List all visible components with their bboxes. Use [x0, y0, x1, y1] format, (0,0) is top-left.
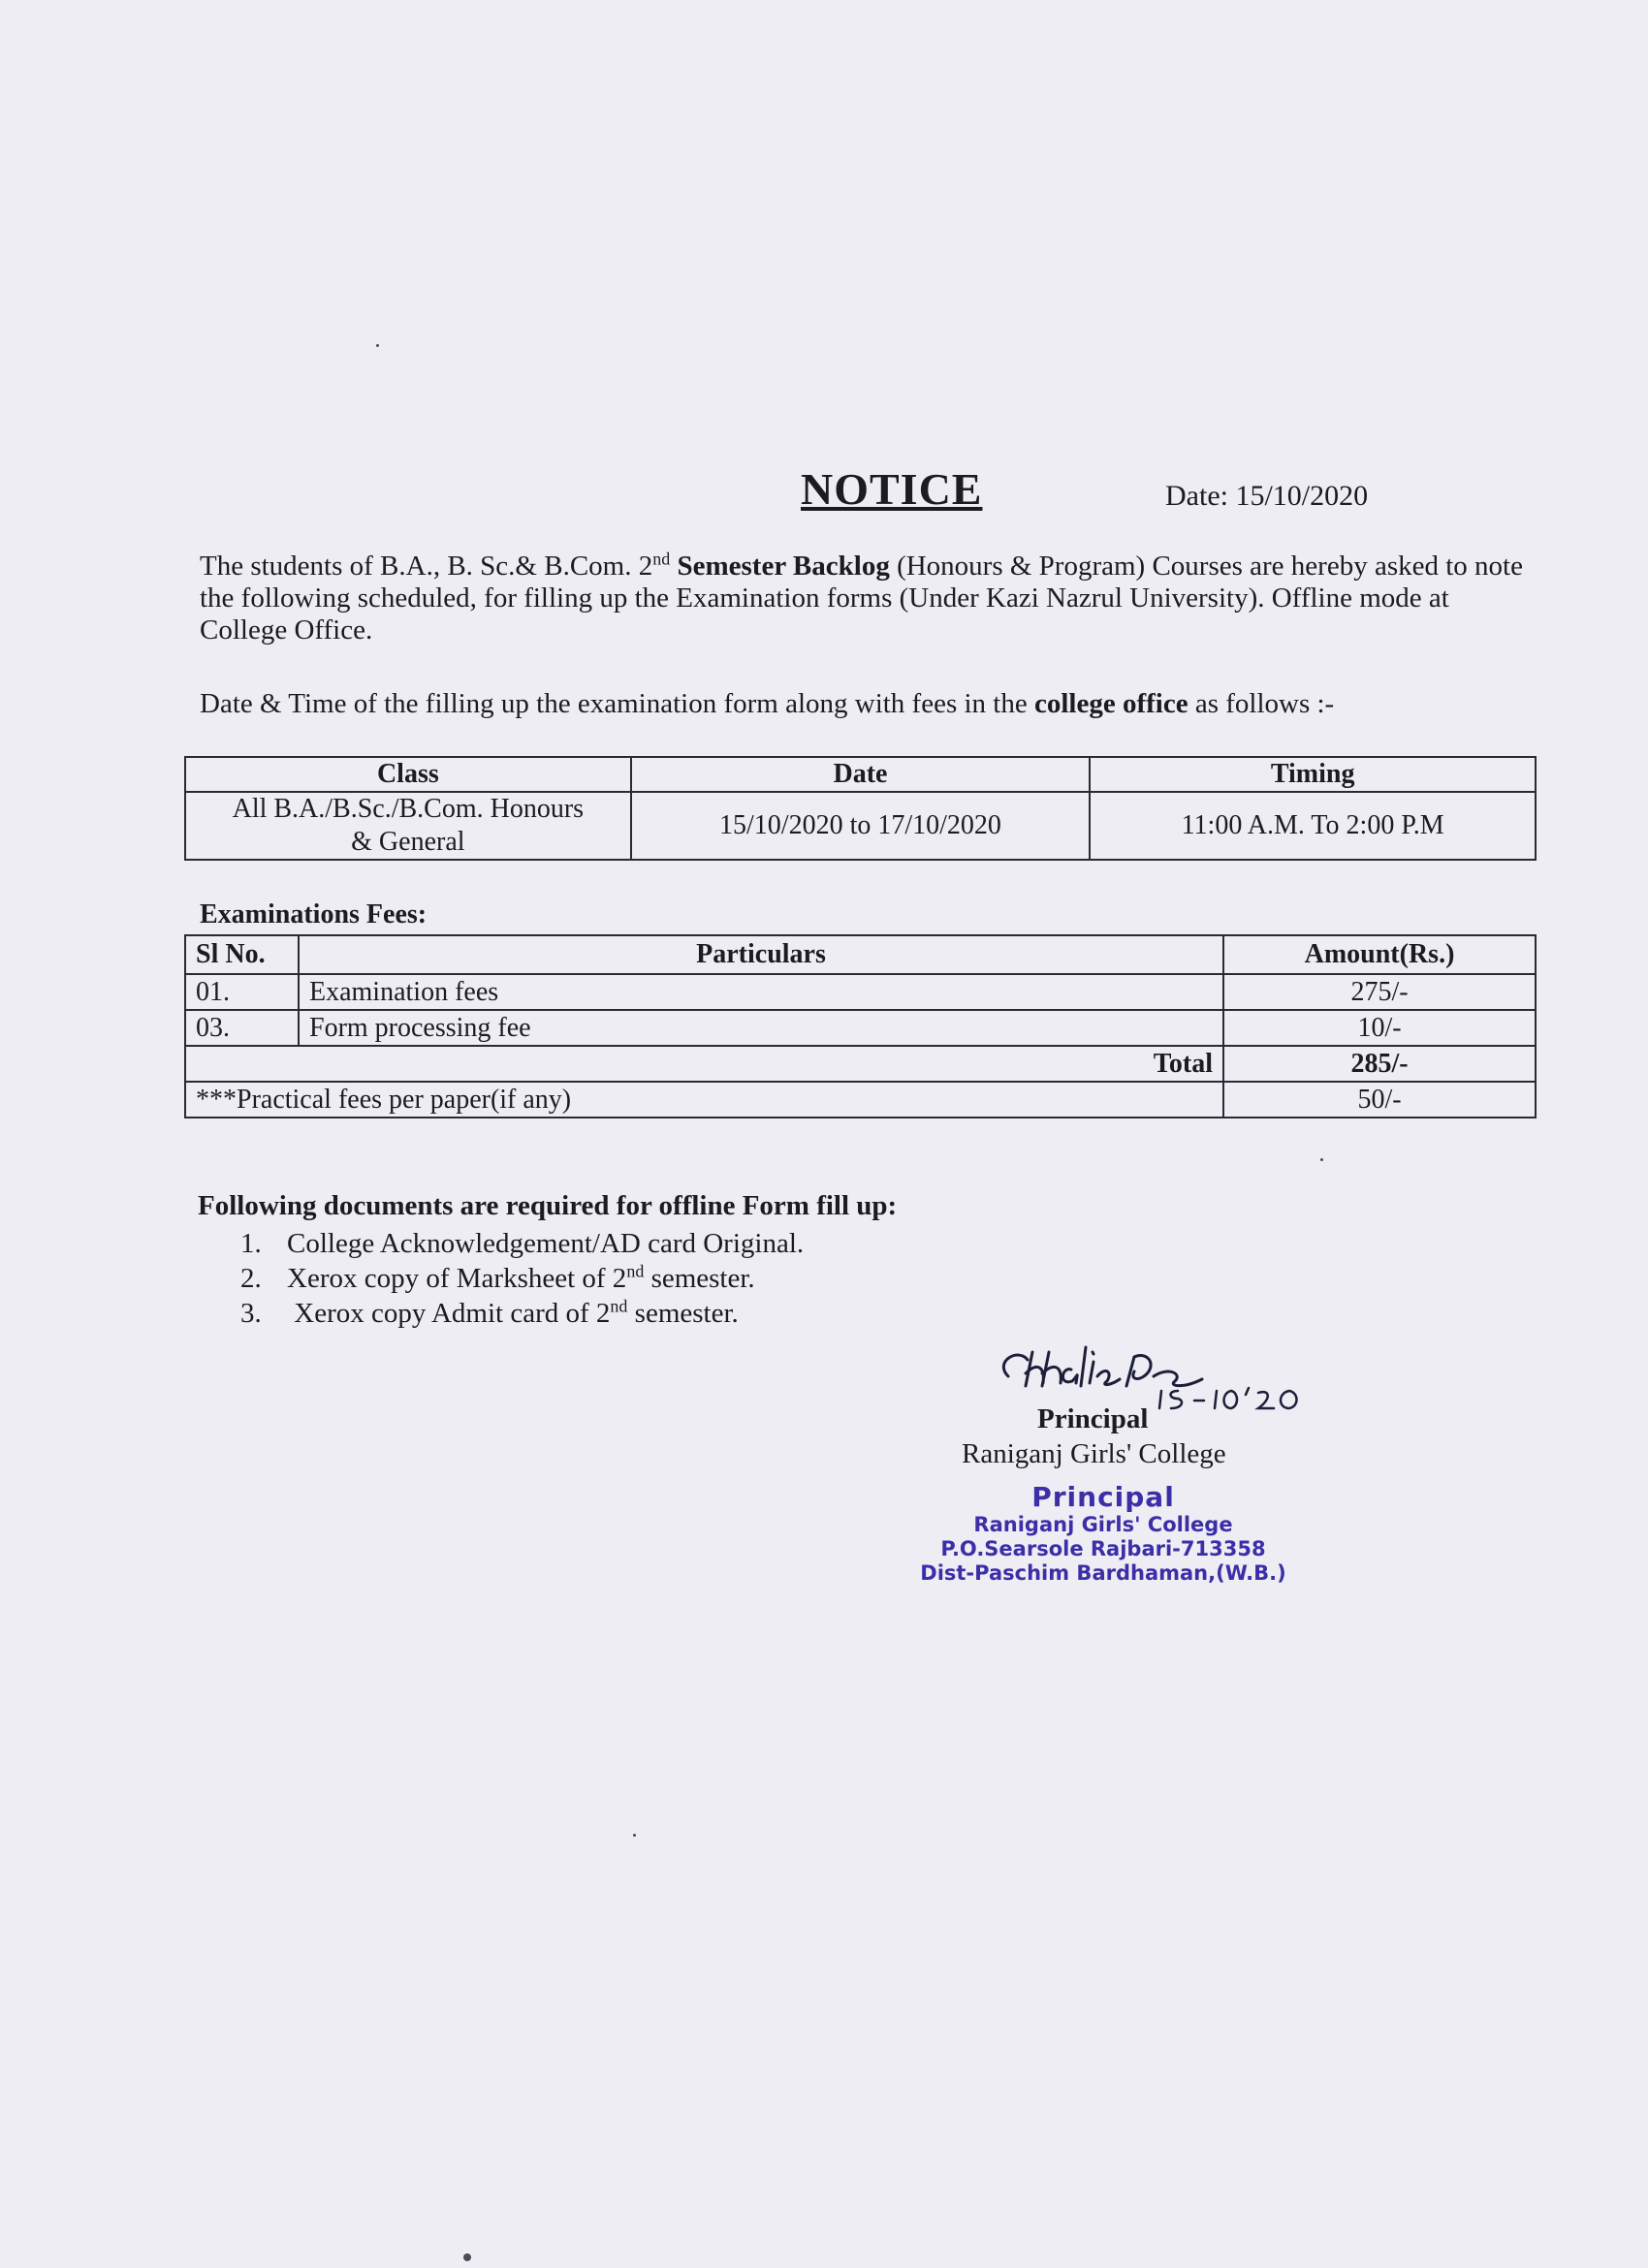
fees-sl-cell: 01.: [185, 974, 299, 1010]
fees-practical-row: [185, 1082, 1536, 1118]
scan-speck: [376, 344, 379, 347]
schedule-intro-suffix: as follows :-: [1188, 688, 1335, 719]
notice-title: NOTICE: [801, 464, 983, 514]
schedule-row: [185, 792, 1536, 860]
list-item: [240, 1226, 804, 1261]
list-item-sup: nd: [626, 1261, 645, 1281]
fees-total-label: Total: [185, 1046, 1223, 1082]
fees-total-row: [185, 1046, 1536, 1082]
schedule-class-cell: [185, 792, 631, 860]
schedule-header-class: Class: [185, 757, 631, 792]
scan-speck: [1320, 1158, 1323, 1161]
fees-amount-cell: 275/-: [1223, 974, 1536, 1010]
list-item-text-end: semester.: [644, 1263, 755, 1294]
schedule-intro: [200, 688, 1557, 720]
signature-designation: Principal: [1037, 1403, 1149, 1434]
list-item: [240, 1261, 804, 1296]
documents-list: [240, 1226, 804, 1331]
stamp-college: Raniganj Girls' College: [973, 1513, 1233, 1536]
schedule-intro-text: Date & Time of the filling up the examination form along with fees in the: [200, 688, 1034, 719]
scan-speck: [463, 2253, 471, 2261]
fees-particular-cell: Form processing fee: [299, 1010, 1223, 1046]
schedule-class-line2: & General: [351, 827, 465, 857]
fees-sl-cell: 03.: [185, 1010, 299, 1046]
intro-text-2: (Honours & Program) Courses are hereby asked to note the following scheduled, for filling up the Examination forms (Under Kazi Nazrul University). Offline mode at College Office.: [200, 551, 1523, 646]
intro-bold: Semester Backlog: [670, 551, 890, 582]
fees-practical-amount: 50/-: [1223, 1082, 1536, 1118]
schedule-table: [184, 756, 1537, 861]
list-item-text-end: semester.: [627, 1298, 739, 1329]
list-item-text: Xerox copy Admit card of 2: [287, 1298, 611, 1329]
intro-text: The students of B.A., B. Sc.& B.Com. 2: [200, 551, 653, 582]
schedule-date-cell: 15/10/2020 to 17/10/2020: [631, 792, 1091, 860]
fees-header-row: [185, 935, 1536, 974]
schedule-header-timing: Timing: [1090, 757, 1536, 792]
stamp-title: Principal: [1031, 1481, 1175, 1513]
scan-speck: [633, 1834, 636, 1837]
principal-stamp: [909, 1481, 1297, 1586]
schedule-header-date: Date: [631, 757, 1091, 792]
schedule-timing-cell: 11:00 A.M. To 2:00 P.M: [1090, 792, 1536, 860]
fees-heading: Examinations Fees:: [200, 899, 428, 929]
fees-practical-label: ***Practical fees per paper(if any): [185, 1082, 1223, 1118]
schedule-intro-bold: college office: [1033, 688, 1188, 719]
signature-college: Raniganj Girls' College: [962, 1438, 1226, 1469]
stamp-address: P.O.Searsole Rajbari-713358: [940, 1537, 1266, 1560]
notice-date: Date: 15/10/2020: [1165, 480, 1369, 512]
list-item-number: 2.: [240, 1263, 262, 1294]
fees-particular-cell: Examination fees: [299, 974, 1223, 1010]
list-item-number: 3.: [240, 1298, 262, 1329]
fees-table: [184, 934, 1537, 1118]
fees-total-amount: 285/-: [1223, 1046, 1536, 1082]
stamp-district: Dist-Paschim Bardhaman,(W.B.): [920, 1561, 1286, 1585]
fees-header-particulars: Particulars: [299, 935, 1223, 974]
fees-header-amount: Amount(Rs.): [1223, 935, 1536, 974]
handwritten-signature: [989, 1333, 1347, 1410]
fees-amount-cell: 10/-: [1223, 1010, 1536, 1046]
list-item-text: College Acknowledgement/AD card Original.: [287, 1228, 805, 1259]
intro-sup: nd: [652, 549, 671, 569]
schedule-class-line1: All B.A./B.Sc./B.Com. Honours: [232, 794, 585, 824]
list-item: [240, 1296, 804, 1331]
table-row: [185, 1010, 1536, 1046]
intro-paragraph: [200, 551, 1537, 646]
list-item-number: 1.: [240, 1228, 262, 1259]
table-row: [185, 974, 1536, 1010]
documents-heading: Following documents are required for offline Form fill up:: [198, 1190, 898, 1221]
list-item-sup: nd: [610, 1296, 628, 1316]
fees-header-sl: Sl No.: [185, 935, 299, 974]
schedule-header-row: [185, 757, 1536, 792]
list-item-text: Xerox copy of Marksheet of 2: [287, 1263, 627, 1294]
